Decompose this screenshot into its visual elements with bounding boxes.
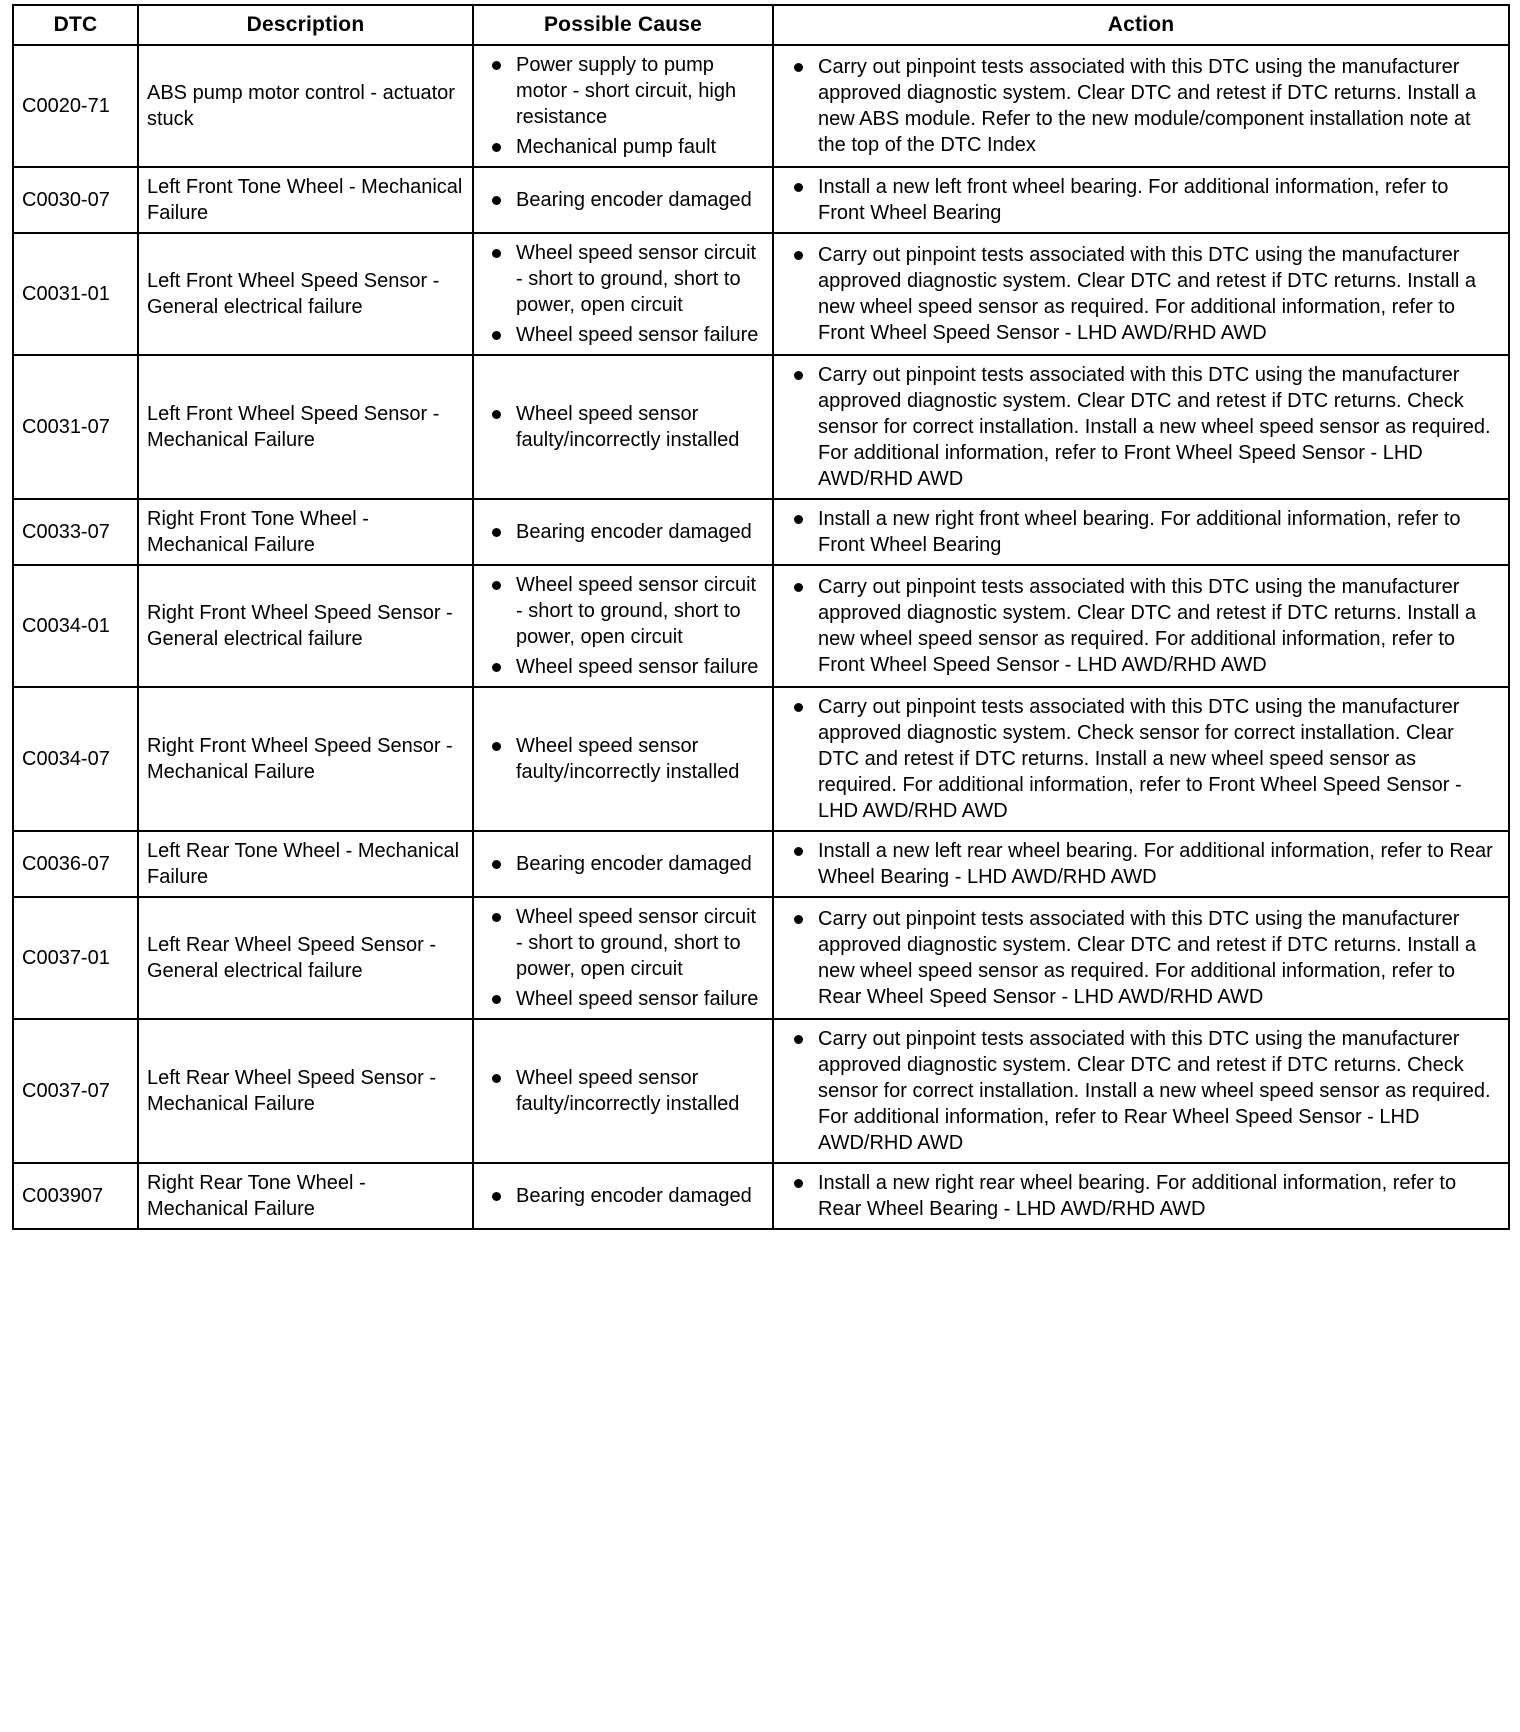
bullet-list bbox=[482, 187, 764, 213]
bullet-list bbox=[482, 401, 764, 453]
bullet-item: Wheel speed sensor circuit - short to ground, short to power, open circuit bbox=[482, 572, 764, 650]
bullet-item: Carry out pinpoint tests associated with this DTC using the manufacturer approved diagnostic system. Clear DTC and retest if DTC returns. Check sensor for correct installation. Install a new wheel speed sensor as required. For additional information, refer to Rear Wheel Speed Sensor - LHD AWD/RHD AWD bbox=[782, 1026, 1500, 1156]
cell-dtc: C0037-01 bbox=[13, 897, 138, 1019]
bullet-list bbox=[782, 242, 1500, 346]
bullet-item: Wheel speed sensor faulty/incorrectly installed bbox=[482, 401, 764, 453]
table-header bbox=[13, 5, 1509, 45]
cell-action bbox=[773, 45, 1509, 167]
cell-dtc: C0031-01 bbox=[13, 233, 138, 355]
bullet-list bbox=[782, 1170, 1500, 1222]
table-row bbox=[13, 233, 1509, 355]
bullet-item: Bearing encoder damaged bbox=[482, 851, 764, 877]
bullet-item: Power supply to pump motor - short circuit, high resistance bbox=[482, 52, 764, 130]
bullet-list bbox=[782, 54, 1500, 158]
cell-description: Left Rear Wheel Speed Sensor - General electrical failure bbox=[138, 897, 473, 1019]
column-header-dtc: DTC bbox=[13, 5, 138, 45]
cell-action bbox=[773, 499, 1509, 565]
table-row bbox=[13, 565, 1509, 687]
cell-dtc: C0030-07 bbox=[13, 167, 138, 233]
table-header-row bbox=[13, 5, 1509, 45]
bullet-list bbox=[782, 838, 1500, 890]
cell-description: Left Front Wheel Speed Sensor - Mechanical Failure bbox=[138, 355, 473, 499]
bullet-list bbox=[482, 904, 764, 1012]
table-row bbox=[13, 831, 1509, 897]
bullet-item: Install a new right front wheel bearing. For additional information, refer to Front Wheel Bearing bbox=[782, 506, 1500, 558]
bullet-item: Wheel speed sensor faulty/incorrectly installed bbox=[482, 733, 764, 785]
cell-action bbox=[773, 1163, 1509, 1229]
bullet-item: Wheel speed sensor failure bbox=[482, 986, 764, 1012]
bullet-item: Wheel speed sensor circuit - short to ground, short to power, open circuit bbox=[482, 240, 764, 318]
bullet-item: Carry out pinpoint tests associated with this DTC using the manufacturer approved diagnostic system. Clear DTC and retest if DTC returns. Check sensor for correct installation. Install a new wheel speed sensor as required. For additional information, refer to Front Wheel Speed Sensor - LHD AWD/RHD AWD bbox=[782, 362, 1500, 492]
bullet-list bbox=[782, 694, 1500, 824]
cell-dtc: C0031-07 bbox=[13, 355, 138, 499]
bullet-item: Bearing encoder damaged bbox=[482, 519, 764, 545]
cell-description: ABS pump motor control - actuator stuck bbox=[138, 45, 473, 167]
bullet-list bbox=[482, 519, 764, 545]
cell-possible-cause bbox=[473, 45, 773, 167]
dtc-table bbox=[12, 4, 1510, 1230]
cell-action bbox=[773, 233, 1509, 355]
cell-action bbox=[773, 355, 1509, 499]
bullet-list bbox=[782, 906, 1500, 1010]
bullet-item: Mechanical pump fault bbox=[482, 134, 764, 160]
bullet-item: Wheel speed sensor circuit - short to ground, short to power, open circuit bbox=[482, 904, 764, 982]
cell-possible-cause bbox=[473, 897, 773, 1019]
cell-dtc: C003907 bbox=[13, 1163, 138, 1229]
cell-dtc: C0037-07 bbox=[13, 1019, 138, 1163]
table-row bbox=[13, 1163, 1509, 1229]
bullet-list bbox=[782, 362, 1500, 492]
cell-description: Right Front Wheel Speed Sensor - Mechanical Failure bbox=[138, 687, 473, 831]
bullet-list bbox=[782, 506, 1500, 558]
cell-description: Left Rear Wheel Speed Sensor - Mechanical Failure bbox=[138, 1019, 473, 1163]
column-header-description: Description bbox=[138, 5, 473, 45]
bullet-item: Carry out pinpoint tests associated with this DTC using the manufacturer approved diagnostic system. Clear DTC and retest if DTC returns. Install a new wheel speed sensor as required. For additional information, refer to Front Wheel Speed Sensor - LHD AWD/RHD AWD bbox=[782, 574, 1500, 678]
cell-dtc: C0033-07 bbox=[13, 499, 138, 565]
bullet-item: Bearing encoder damaged bbox=[482, 187, 764, 213]
cell-possible-cause bbox=[473, 1163, 773, 1229]
cell-dtc: C0036-07 bbox=[13, 831, 138, 897]
cell-action bbox=[773, 687, 1509, 831]
cell-description: Right Front Tone Wheel - Mechanical Failure bbox=[138, 499, 473, 565]
cell-possible-cause bbox=[473, 831, 773, 897]
bullet-list bbox=[482, 733, 764, 785]
cell-dtc: C0034-07 bbox=[13, 687, 138, 831]
cell-action bbox=[773, 167, 1509, 233]
cell-description: Right Rear Tone Wheel - Mechanical Failure bbox=[138, 1163, 473, 1229]
cell-description: Right Front Wheel Speed Sensor - General electrical failure bbox=[138, 565, 473, 687]
cell-possible-cause bbox=[473, 355, 773, 499]
bullet-list bbox=[782, 174, 1500, 226]
bullet-item: Install a new left rear wheel bearing. For additional information, refer to Rear Wheel Bearing - LHD AWD/RHD AWD bbox=[782, 838, 1500, 890]
cell-possible-cause bbox=[473, 167, 773, 233]
cell-possible-cause bbox=[473, 499, 773, 565]
bullet-item: Install a new left front wheel bearing. For additional information, refer to Front Wheel Bearing bbox=[782, 174, 1500, 226]
table-row bbox=[13, 45, 1509, 167]
bullet-item: Carry out pinpoint tests associated with this DTC using the manufacturer approved diagnostic system. Clear DTC and retest if DTC returns. Install a new wheel speed sensor as required. For additional information, refer to Front Wheel Speed Sensor - LHD AWD/RHD AWD bbox=[782, 242, 1500, 346]
cell-action bbox=[773, 565, 1509, 687]
cell-possible-cause bbox=[473, 1019, 773, 1163]
cell-description: Left Rear Tone Wheel - Mechanical Failure bbox=[138, 831, 473, 897]
bullet-list bbox=[482, 572, 764, 680]
cell-dtc: C0034-01 bbox=[13, 565, 138, 687]
cell-action bbox=[773, 831, 1509, 897]
cell-description: Left Front Wheel Speed Sensor - General electrical failure bbox=[138, 233, 473, 355]
bullet-item: Carry out pinpoint tests associated with this DTC using the manufacturer approved diagnostic system. Clear DTC and retest if DTC returns. Install a new ABS module. Refer to the new module/component installation note at the top of the DTC Index bbox=[782, 54, 1500, 158]
cell-possible-cause bbox=[473, 687, 773, 831]
bullet-list bbox=[482, 1183, 764, 1209]
bullet-item: Carry out pinpoint tests associated with this DTC using the manufacturer approved diagnostic system. Clear DTC and retest if DTC returns. Install a new wheel speed sensor as required. For additional information, refer to Rear Wheel Speed Sensor - LHD AWD/RHD AWD bbox=[782, 906, 1500, 1010]
bullet-list bbox=[782, 1026, 1500, 1156]
bullet-list bbox=[782, 574, 1500, 678]
table-row bbox=[13, 897, 1509, 1019]
table-row bbox=[13, 1019, 1509, 1163]
bullet-item: Wheel speed sensor failure bbox=[482, 654, 764, 680]
bullet-list bbox=[482, 240, 764, 348]
bullet-item: Carry out pinpoint tests associated with this DTC using the manufacturer approved diagnostic system. Check sensor for correct installation. Clear DTC and retest if DTC returns. Install a new wheel speed sensor as required. For additional information, refer to Front Wheel Speed Sensor - LHD AWD/RHD AWD bbox=[782, 694, 1500, 824]
column-header-possible-cause: Possible Cause bbox=[473, 5, 773, 45]
table-row bbox=[13, 499, 1509, 565]
bullet-list bbox=[482, 52, 764, 160]
table-row bbox=[13, 687, 1509, 831]
cell-possible-cause bbox=[473, 233, 773, 355]
table-row bbox=[13, 167, 1509, 233]
cell-description: Left Front Tone Wheel - Mechanical Failure bbox=[138, 167, 473, 233]
bullet-list bbox=[482, 851, 764, 877]
bullet-item: Wheel speed sensor faulty/incorrectly installed bbox=[482, 1065, 764, 1117]
bullet-item: Bearing encoder damaged bbox=[482, 1183, 764, 1209]
cell-dtc: C0020-71 bbox=[13, 45, 138, 167]
cell-action bbox=[773, 897, 1509, 1019]
column-header-action: Action bbox=[773, 5, 1509, 45]
bullet-item: Install a new right rear wheel bearing. For additional information, refer to Rear Wheel Bearing - LHD AWD/RHD AWD bbox=[782, 1170, 1500, 1222]
bullet-list bbox=[482, 1065, 764, 1117]
table-row bbox=[13, 355, 1509, 499]
cell-possible-cause bbox=[473, 565, 773, 687]
table-body bbox=[13, 45, 1509, 1229]
bullet-item: Wheel speed sensor failure bbox=[482, 322, 764, 348]
cell-action bbox=[773, 1019, 1509, 1163]
